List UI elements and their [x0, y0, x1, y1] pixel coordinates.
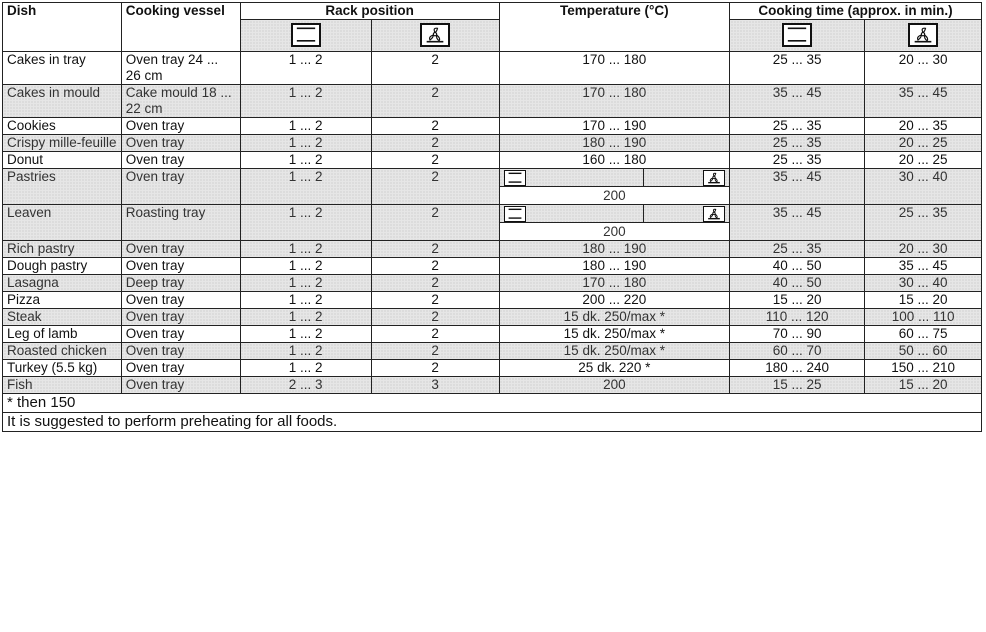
- rack-fan-cell: 2: [371, 258, 499, 275]
- dish-cell: Leg of lamb: [3, 326, 122, 343]
- dish-cell: Donut: [3, 152, 122, 169]
- vessel-cell: Oven tray: [121, 241, 240, 258]
- temperature-cell: 180 ... 190: [499, 135, 729, 152]
- header-rack: Rack position: [240, 3, 499, 20]
- temperature-cell: 15 dk. 250/max *: [499, 309, 729, 326]
- time-conventional-cell: 25 ... 35: [730, 135, 865, 152]
- table-row: [3, 275, 982, 292]
- time-conventional-cell: 110 ... 120: [730, 309, 865, 326]
- temperature-cell: 180 ... 190: [499, 258, 729, 275]
- vessel-cell: Oven tray: [121, 360, 240, 377]
- vessel-cell: Oven tray: [121, 309, 240, 326]
- dish-cell: Pizza: [3, 292, 122, 309]
- cooking-table: [2, 2, 982, 432]
- vessel-cell: Oven tray: [121, 258, 240, 275]
- rack-fan-cell: 2: [371, 360, 499, 377]
- time-conventional-cell: 25 ... 35: [730, 152, 865, 169]
- vessel-cell: Oven tray: [121, 152, 240, 169]
- table-row: [3, 152, 982, 169]
- top-bottom-heat-icon: [504, 206, 526, 222]
- fan-heat-icon: [703, 170, 725, 186]
- table-row: [3, 135, 982, 152]
- table-row: [3, 258, 982, 275]
- vessel-cell: Deep tray: [121, 275, 240, 292]
- table-row: [3, 343, 982, 360]
- rack-conventional-cell: 1 ... 2: [240, 118, 371, 135]
- vessel-cell: Oven tray: [121, 118, 240, 135]
- rack-conventional-cell: 1 ... 2: [240, 360, 371, 377]
- temperature-cell: 15 dk. 250/max *: [499, 343, 729, 360]
- time-fan-cell: 20 ... 30: [865, 52, 982, 85]
- dish-cell: Lasagna: [3, 275, 122, 292]
- dish-cell: Cookies: [3, 118, 122, 135]
- vessel-cell: Cake mould 18 ... 22 cm: [121, 85, 240, 118]
- time-conventional-cell: 25 ... 35: [730, 118, 865, 135]
- rack-conventional-cell: 1 ... 2: [240, 292, 371, 309]
- rack-fan-cell: 2: [371, 85, 499, 118]
- temperature-cell: 200 ... 220: [499, 292, 729, 309]
- temperature-cell: 170 ... 190: [499, 118, 729, 135]
- rack-conventional-cell: 1 ... 2: [240, 205, 371, 241]
- rack-fan-cell: 2: [371, 52, 499, 85]
- table-row: [3, 309, 982, 326]
- table-row: [3, 241, 982, 258]
- time-fan-cell: 20 ... 35: [865, 118, 982, 135]
- top-bottom-heat-icon: [504, 170, 526, 186]
- time-conventional-cell: 35 ... 45: [730, 169, 865, 205]
- table-row: [3, 169, 982, 205]
- table-row: [3, 85, 982, 118]
- dish-cell: Cakes in tray: [3, 52, 122, 85]
- temperature-cell: [499, 205, 729, 241]
- time-fan-cell: 150 ... 210: [865, 360, 982, 377]
- time-conventional-cell: 180 ... 240: [730, 360, 865, 377]
- rack-conventional-cell: 1 ... 2: [240, 343, 371, 360]
- fan-heat-icon: [420, 23, 450, 47]
- table-row: [3, 360, 982, 377]
- vessel-cell: Oven tray: [121, 343, 240, 360]
- rack-conventional-cell: 1 ... 2: [240, 152, 371, 169]
- rack-fan-cell: 2: [371, 118, 499, 135]
- rack-conventional-header: [240, 20, 371, 52]
- rack-fan-cell: 2: [371, 275, 499, 292]
- rack-fan-cell: 2: [371, 326, 499, 343]
- dish-cell: Roasted chicken: [3, 343, 122, 360]
- time-conventional-cell: 40 ... 50: [730, 275, 865, 292]
- fan-heat-icon: [703, 206, 725, 222]
- rack-fan-cell: 3: [371, 377, 499, 394]
- time-fan-cell: 100 ... 110: [865, 309, 982, 326]
- temperature-value: 200: [500, 223, 729, 240]
- dish-cell: Leaven: [3, 205, 122, 241]
- table-row: [3, 326, 982, 343]
- table-row: [3, 118, 982, 135]
- temperature-cell: 15 dk. 250/max *: [499, 326, 729, 343]
- time-fan-cell: 60 ... 75: [865, 326, 982, 343]
- header-dish: Dish: [3, 3, 122, 52]
- vessel-cell: Oven tray: [121, 292, 240, 309]
- rack-conventional-cell: 1 ... 2: [240, 85, 371, 118]
- header-temperature: Temperature (°C): [499, 3, 729, 52]
- footnote-then: * then 150: [3, 394, 982, 413]
- top-bottom-heat-icon: [782, 23, 812, 47]
- temperature-cell: 170 ... 180: [499, 52, 729, 85]
- time-conventional-cell: 15 ... 20: [730, 292, 865, 309]
- rack-conventional-cell: 1 ... 2: [240, 309, 371, 326]
- vessel-cell: Oven tray: [121, 377, 240, 394]
- dish-cell: Cakes in mould: [3, 85, 122, 118]
- time-conventional-cell: 25 ... 35: [730, 52, 865, 85]
- rack-fan-cell: 2: [371, 343, 499, 360]
- dish-cell: Dough pastry: [3, 258, 122, 275]
- time-fan-cell: 20 ... 25: [865, 152, 982, 169]
- time-fan-cell: 35 ... 45: [865, 85, 982, 118]
- rack-fan-header: [371, 20, 499, 52]
- temperature-value: 200: [500, 187, 729, 204]
- time-fan-cell: 35 ... 45: [865, 258, 982, 275]
- time-conventional-cell: 40 ... 50: [730, 258, 865, 275]
- dish-cell: Steak: [3, 309, 122, 326]
- time-fan-cell: 30 ... 40: [865, 169, 982, 205]
- rack-conventional-cell: 1 ... 2: [240, 258, 371, 275]
- time-conventional-header: [730, 20, 865, 52]
- rack-fan-cell: 2: [371, 309, 499, 326]
- dish-cell: Pastries: [3, 169, 122, 205]
- table-row: [3, 292, 982, 309]
- footnote-preheat: It is suggested to perform preheating for all foods.: [3, 413, 982, 432]
- time-fan-cell: 50 ... 60: [865, 343, 982, 360]
- rack-conventional-cell: 1 ... 2: [240, 169, 371, 205]
- time-fan-cell: 20 ... 25: [865, 135, 982, 152]
- rack-conventional-cell: 1 ... 2: [240, 241, 371, 258]
- rack-conventional-cell: 1 ... 2: [240, 135, 371, 152]
- temperature-cell: [499, 169, 729, 205]
- time-fan-header: [865, 20, 982, 52]
- time-conventional-cell: 60 ... 70: [730, 343, 865, 360]
- table-row: [3, 377, 982, 394]
- dish-cell: Rich pastry: [3, 241, 122, 258]
- vessel-cell: Oven tray: [121, 135, 240, 152]
- rack-conventional-cell: 1 ... 2: [240, 275, 371, 292]
- time-fan-cell: 15 ... 20: [865, 292, 982, 309]
- rack-conventional-cell: 1 ... 2: [240, 52, 371, 85]
- rack-fan-cell: 2: [371, 205, 499, 241]
- rack-fan-cell: 2: [371, 152, 499, 169]
- vessel-cell: Oven tray 24 ... 26 cm: [121, 52, 240, 85]
- time-conventional-cell: 15 ... 25: [730, 377, 865, 394]
- vessel-cell: Oven tray: [121, 326, 240, 343]
- rack-fan-cell: 2: [371, 292, 499, 309]
- time-conventional-cell: 70 ... 90: [730, 326, 865, 343]
- temperature-cell: 170 ... 180: [499, 85, 729, 118]
- table-row: [3, 205, 982, 241]
- rack-conventional-cell: 2 ... 3: [240, 377, 371, 394]
- time-conventional-cell: 25 ... 35: [730, 241, 865, 258]
- dish-cell: Fish: [3, 377, 122, 394]
- temperature-cell: 25 dk. 220 *: [499, 360, 729, 377]
- header-vessel: Cooking vessel: [121, 3, 240, 52]
- rack-fan-cell: 2: [371, 135, 499, 152]
- temperature-cell: 200: [499, 377, 729, 394]
- time-conventional-cell: 35 ... 45: [730, 205, 865, 241]
- rack-fan-cell: 2: [371, 241, 499, 258]
- top-bottom-heat-icon: [291, 23, 321, 47]
- table-row: [3, 52, 982, 85]
- time-fan-cell: 25 ... 35: [865, 205, 982, 241]
- dish-cell: Crispy mille-feuille: [3, 135, 122, 152]
- time-conventional-cell: 35 ... 45: [730, 85, 865, 118]
- vessel-cell: Roasting tray: [121, 205, 240, 241]
- temperature-cell: 180 ... 190: [499, 241, 729, 258]
- time-fan-cell: 20 ... 30: [865, 241, 982, 258]
- time-fan-cell: 30 ... 40: [865, 275, 982, 292]
- dish-cell: Turkey (5.5 kg): [3, 360, 122, 377]
- temperature-cell: 170 ... 180: [499, 275, 729, 292]
- rack-fan-cell: 2: [371, 169, 499, 205]
- time-fan-cell: 15 ... 20: [865, 377, 982, 394]
- vessel-cell: Oven tray: [121, 169, 240, 205]
- rack-conventional-cell: 1 ... 2: [240, 326, 371, 343]
- temperature-cell: 160 ... 180: [499, 152, 729, 169]
- fan-heat-icon: [908, 23, 938, 47]
- header-time: Cooking time (approx. in min.): [730, 3, 982, 20]
